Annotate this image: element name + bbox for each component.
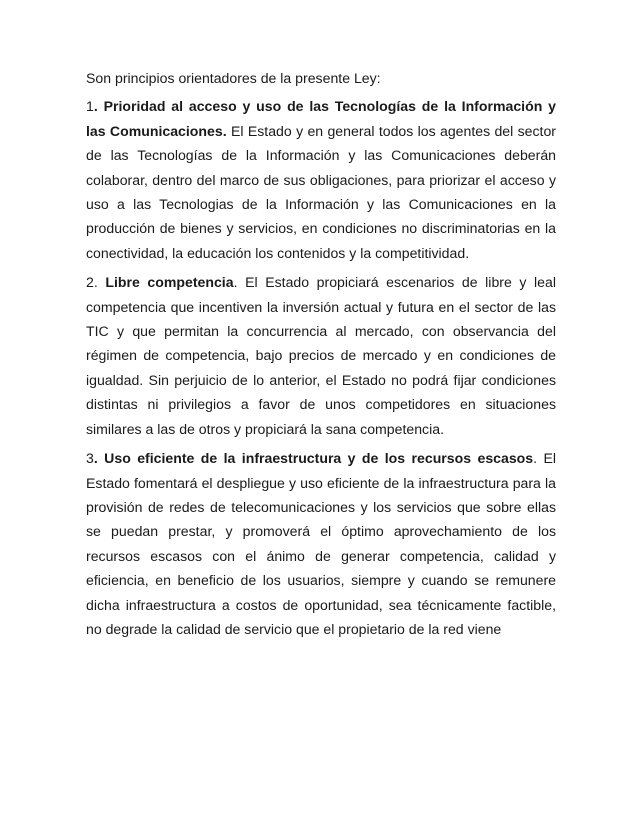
principle-number: 2 [86, 274, 94, 291]
principle-number: 1 [86, 98, 94, 115]
principle-1: 1. Prioridad al acceso y uso de las Tecnologías de la Información y las Comunicaciones. El Estado y en general todos los agentes del sector de las Tecnologías de la Información y las Comunicaciones deberán colaborar, dentro del marco de sus obligaciones, para priorizar el acceso y uso a las Tecnologias de la Información y las Comunicaciones en la producción de bienes y servicios, en condiciones no discriminatorias en la conectividad, la educación los contenidos y la competitividad. [86, 98, 556, 261]
principle-title: Uso eficiente de la infraestructura y de los recursos escasos [104, 450, 534, 467]
principle-title: Libre competencia [105, 274, 234, 291]
document-page [86, 66, 556, 641]
principle-body: El Estado propiciará escenarios de libre y leal competencia que incentiven la inversión actual y futura en el sector de las TIC y que permitan la concurrencia al mercado, con observancia del régimen de competencia, bajo precios de mercado y en condiciones de igualdad. Sin perjuicio de lo anterior, el Estado no podrá fijar condiciones distintas ni privilegios a favor de unos competidores en situaciones similares a las de otros y propiciará la sana competencia. [86, 274, 556, 437]
principle-number: 3 [86, 450, 94, 467]
principle-2: 2. Libre competencia. El Estado propiciará escenarios de libre y leal competencia que incentiven la inversión actual y futura en el sector de las TIC y que permitan la concurrencia al mercado, con observancia del régimen de competencia, bajo precios de mercado y en condiciones de igualdad. Sin perjuicio de lo anterior, el Estado no podrá fijar condiciones distintas ni privilegios a favor de unos competidores en situaciones similares a las de otros y propiciará la sana competencia. [86, 274, 556, 437]
principle-3: 3. Uso eficiente de la infraestructura y de los recursos escasos. El Estado fomentará el despliegue y uso eficiente de la infraestructura para la provisión de redes de telecomunicaciones y los servicios que sobre ellas se puedan prestar, y promoverá el óptimo aprovechamiento de los recursos escasos con el ánimo de generar competencia, calidad y eficiencia, en beneficio de los usuarios, siempre y cuando se remunere dicha infraestructura a costos de oportunidad, sea técnicamente factible, no degrade la calidad de servicio que el propietario de la red viene [86, 450, 556, 637]
principle-body: El Estado y en general todos los agentes del sector de las Tecnologías de la Información y las Comunicaciones deberán colaborar, dentro del marco de sus obligaciones, para priorizar el acceso y uso a las Tecnologias de la Información y las Comunicaciones en la producción de bienes y servicios, en condiciones no discriminatorias en la conectividad, la educación los contenidos y la competitividad. [86, 122, 556, 261]
principle-body: El Estado fomentará el despliegue y uso eficiente de la infraestructura para la provisión de redes de telecomunicaciones y los servicios que sobre ellas se puedan prestar, y promoverá el óptimo aprovechamiento de los recursos escasos con el ánimo de generar competencia, calidad y eficiencia, en beneficio de los usuarios, siempre y cuando se remunere dicha infraestructura a costos de oportunidad, sea técnicamente factible, no degrade la calidad de servicio que el propietario de la red viene [86, 450, 556, 637]
principle-title: Prioridad al acceso y uso de las Tecnologías de la Información y las Comunicaciones [86, 98, 556, 139]
intro-text: Son principios orientadores de la presente Ley: [86, 70, 381, 86]
